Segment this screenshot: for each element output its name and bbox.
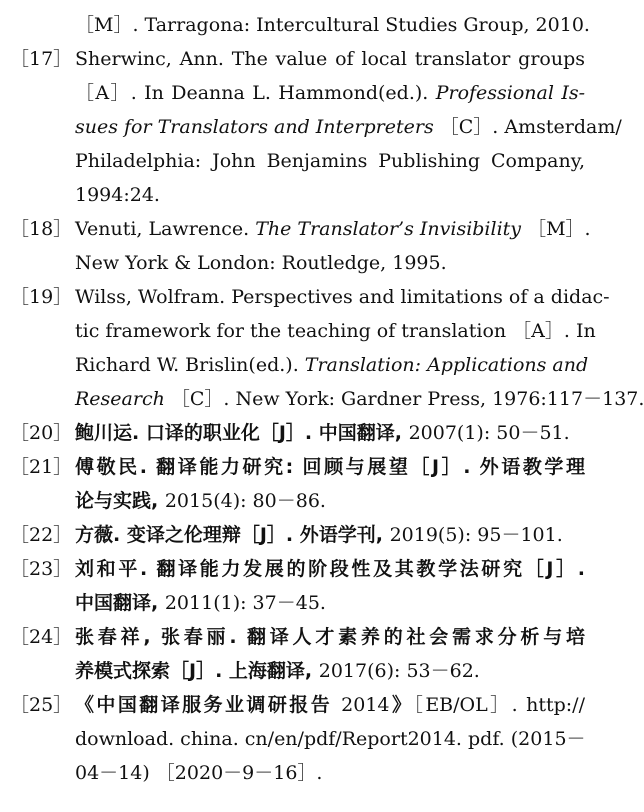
reference-line: [75, 314, 596, 348]
reference-text: 张春祥, 张春丽. 翻译人才素养的社会需求分析与培: [75, 626, 585, 648]
reference-text: ［A］. In Deanna L. Hammond(ed.).: [75, 82, 436, 104]
reference-line: [75, 280, 610, 314]
reference-text: 论与实践,: [75, 490, 165, 512]
italic-title-text: Research: [75, 388, 165, 410]
reference-text: ［C］. New York: Gardner Press, 1976:117－137.: [164, 388, 644, 410]
reference-line: [75, 586, 585, 620]
reference-number: ［19］: [10, 286, 73, 308]
reference-text: New York & London: Routledge, 1995.: [75, 252, 447, 274]
reference-text: Wilss, Wolfram. Perspectives and limitations of a didac-: [75, 286, 610, 308]
reference-line: [75, 484, 585, 518]
reference-text: Venuti, Lawrence.: [75, 218, 256, 240]
reference-text: ［EB/OL］. http://: [413, 694, 585, 716]
reference-number: ［21］: [10, 456, 73, 478]
reference-text: 》: [389, 694, 414, 716]
reference-text: 2017(6): 53－62.: [318, 660, 480, 682]
reference-line: [75, 212, 591, 246]
reference-line: [75, 518, 585, 552]
reference-text: Sherwinc, Ann. The value of local translator groups: [75, 48, 585, 70]
italic-title-text: Professional Is-: [435, 82, 585, 104]
reference-text: 04－14) ［2020－9－16］.: [75, 762, 323, 784]
reference-line: [75, 722, 585, 756]
reference-text: ［M］.: [521, 218, 591, 240]
italic-title-text: sues for Translators and Interpreters: [75, 116, 434, 138]
reference-text: download. china. cn/en/pdf/Report2014. pdf. (2015－: [75, 728, 586, 750]
reference-line: [75, 110, 622, 144]
reference-line: [75, 144, 585, 178]
reference-text: 鲍川运. 口译的职业化［J］. 中国翻译,: [75, 422, 409, 444]
reference-number: ［20］: [10, 422, 73, 444]
reference-text: 2014: [341, 694, 390, 716]
reference-text: 2011(1): 37－45.: [164, 592, 326, 614]
reference-number: ［17］: [10, 48, 73, 70]
reference-text: 2019(5): 95－101.: [389, 524, 563, 546]
reference-line: [75, 416, 585, 450]
reference-text: Philadelphia: John Benjamins Publishing Company,: [75, 150, 585, 172]
reference-number: ［22］: [10, 524, 73, 546]
italic-title-text: Translation: Applications and: [304, 354, 589, 376]
reference-line: [75, 42, 585, 76]
reference-text: 2015(4): 80－86.: [164, 490, 326, 512]
reference-number: ［25］: [10, 694, 73, 716]
reference-number: ［18］: [10, 218, 73, 240]
reference-line: [75, 688, 585, 722]
reference-text: 傅敬民. 翻译能力研究: 回顾与展望［J］. 外语教学理: [75, 456, 585, 478]
reference-text: Richard W. Brislin(ed.).: [75, 354, 305, 376]
reference-line: [75, 348, 589, 382]
reference-number: ［24］: [10, 626, 73, 648]
reference-text: tic framework for the teaching of translation ［A］. In: [75, 320, 596, 342]
reference-text: 《中国翻译服务业调研报告: [75, 694, 342, 716]
reference-line: [75, 552, 585, 586]
reference-line: [75, 178, 585, 212]
reference-line: [75, 382, 644, 416]
reference-text: 2007(1): 50－51.: [408, 422, 570, 444]
italic-title-text: The Translator’s Invisibility: [255, 218, 522, 240]
reference-text: 方薇. 变译之伦理辩［J］. 外语学刊,: [75, 524, 390, 546]
reference-line: [75, 620, 585, 654]
reference-text: 1994:24.: [75, 184, 160, 206]
reference-number: ［23］: [10, 558, 73, 580]
reference-line: [75, 756, 585, 790]
reference-line: [75, 76, 585, 110]
reference-line: [75, 450, 585, 484]
reference-line: [75, 246, 585, 280]
reference-text: 中国翻译,: [75, 592, 165, 614]
reference-line: [75, 654, 585, 688]
reference-text: ［C］. Amsterdam/: [433, 116, 622, 138]
reference-text: ［M］. Tarragona: Intercultural Studies Group, 2010.: [75, 14, 590, 36]
reference-text: 刘和平. 翻译能力发展的阶段性及其教学法研究［J］.: [75, 558, 585, 580]
reference-line: [75, 8, 590, 42]
reference-text: 养模式探索［J］. 上海翻译,: [75, 660, 319, 682]
